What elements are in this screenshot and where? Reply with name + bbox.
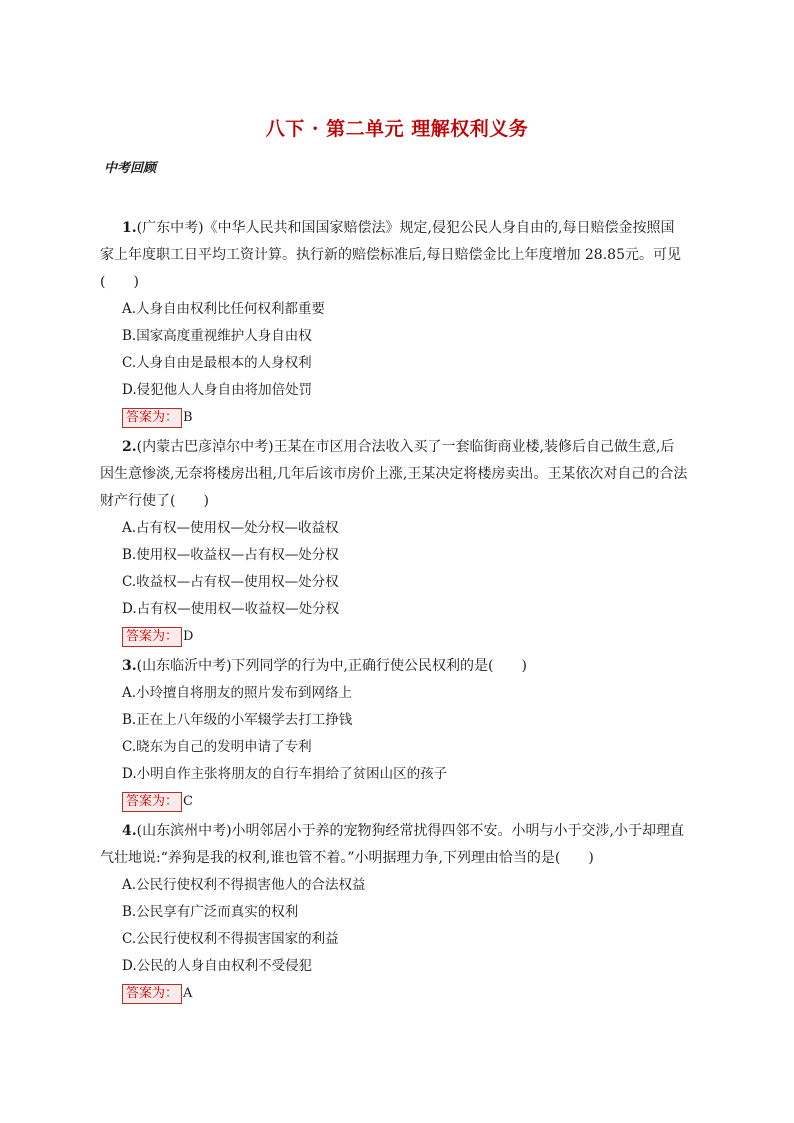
question-2-line-3: 财产行使了( ) xyxy=(100,493,209,509)
option-b: B.公民享有广泛而真实的权利 xyxy=(122,904,299,920)
question-3-line-1: 3.(山东临沂中考)下列同学的行为中,正确行使公民权利的是( ) xyxy=(122,658,527,674)
option-a: A.小玲擅自将朋友的照片发布到网络上 xyxy=(122,685,353,701)
question-2-line-1: 2.(内蒙古巴彦淖尔中考)王某在市区用合法收入买了一套临街商业楼,装修后自己做生意,后 xyxy=(122,439,675,455)
option-c: C.晓东为自己的发明申请了专利 xyxy=(122,739,312,755)
question-number: 3. xyxy=(122,658,137,674)
option-c: C.公民行使权利不得损害国家的利益 xyxy=(122,931,339,947)
option-c: C.收益权—占有权—使用权—处分权 xyxy=(122,574,339,590)
answer-4 xyxy=(122,984,192,1004)
answer-label: 答案为： xyxy=(122,984,182,1004)
option-d: D.侵犯他人人身自由将加倍处罚 xyxy=(122,382,313,398)
answer-label: 答案为： xyxy=(122,792,182,812)
option-a: A.人身自由权利比任何权利都重要 xyxy=(122,301,326,317)
question-4-line-1: 4.(山东滨州中考)小明邻居小于养的宠物狗经常扰得四邻不安。小明与小于交涉,小于却理直 xyxy=(122,823,684,839)
answer-1 xyxy=(122,408,193,428)
option-d: D.公民的人身自由权利不受侵犯 xyxy=(122,958,313,974)
option-b: B.国家高度重视维护人身自由权 xyxy=(122,328,312,344)
option-c: C.人身自由是最根本的人身权利 xyxy=(122,355,312,371)
answer-label: 答案为： xyxy=(122,627,182,647)
answer-label: 答案为： xyxy=(122,408,182,428)
answer-value: C xyxy=(183,794,193,809)
question-1-line-1: 1.(广东中考)《中华人民共和国国家赔偿法》规定,侵犯公民人身自由的,每日赔偿金按照国 xyxy=(122,220,675,236)
option-b: B.正在上八年级的小军辍学去打工挣钱 xyxy=(122,712,353,728)
answer-value: D xyxy=(183,629,194,644)
option-a: A.公民行使权利不得损害他人的合法权益 xyxy=(122,877,366,893)
question-4-line-2: 气壮地说:“养狗是我的权利,谁也管不着。”小明据理力争,下列理由恰当的是( ) xyxy=(100,850,594,866)
option-d: D.小明自作主张将朋友的自行车捐给了贫困山区的孩子 xyxy=(122,766,448,782)
question-2-line-2: 因生意惨淡,无奈将楼房出租,几年后该市房价上涨,王某决定将楼房卖出。王某依次对自己的合法 xyxy=(100,466,688,482)
answer-value: A xyxy=(183,986,193,1001)
option-d: D.占有权—使用权—收益权—处分权 xyxy=(122,601,340,617)
answer-value: B xyxy=(183,410,193,425)
question-number: 4. xyxy=(122,823,137,839)
option-a: A.占有权—使用权—处分权—收益权 xyxy=(122,520,339,536)
option-b: B.使用权—收益权—占有权—处分权 xyxy=(122,547,339,563)
question-number: 1. xyxy=(122,220,137,236)
section-label: 中考回顾 xyxy=(104,161,157,176)
answer-2 xyxy=(122,627,193,647)
question-1-line-3: ( ) xyxy=(100,274,139,290)
question-number: 2. xyxy=(122,439,137,455)
answer-3 xyxy=(122,792,193,812)
page-title: 八下 · 第二单元 理解权利义务 xyxy=(265,118,529,140)
question-1-line-2: 家上年度职工日平均工资计算。执行新的赔偿标准后,每日赔偿金比上年度增加 28.85元。可见 xyxy=(100,247,681,263)
